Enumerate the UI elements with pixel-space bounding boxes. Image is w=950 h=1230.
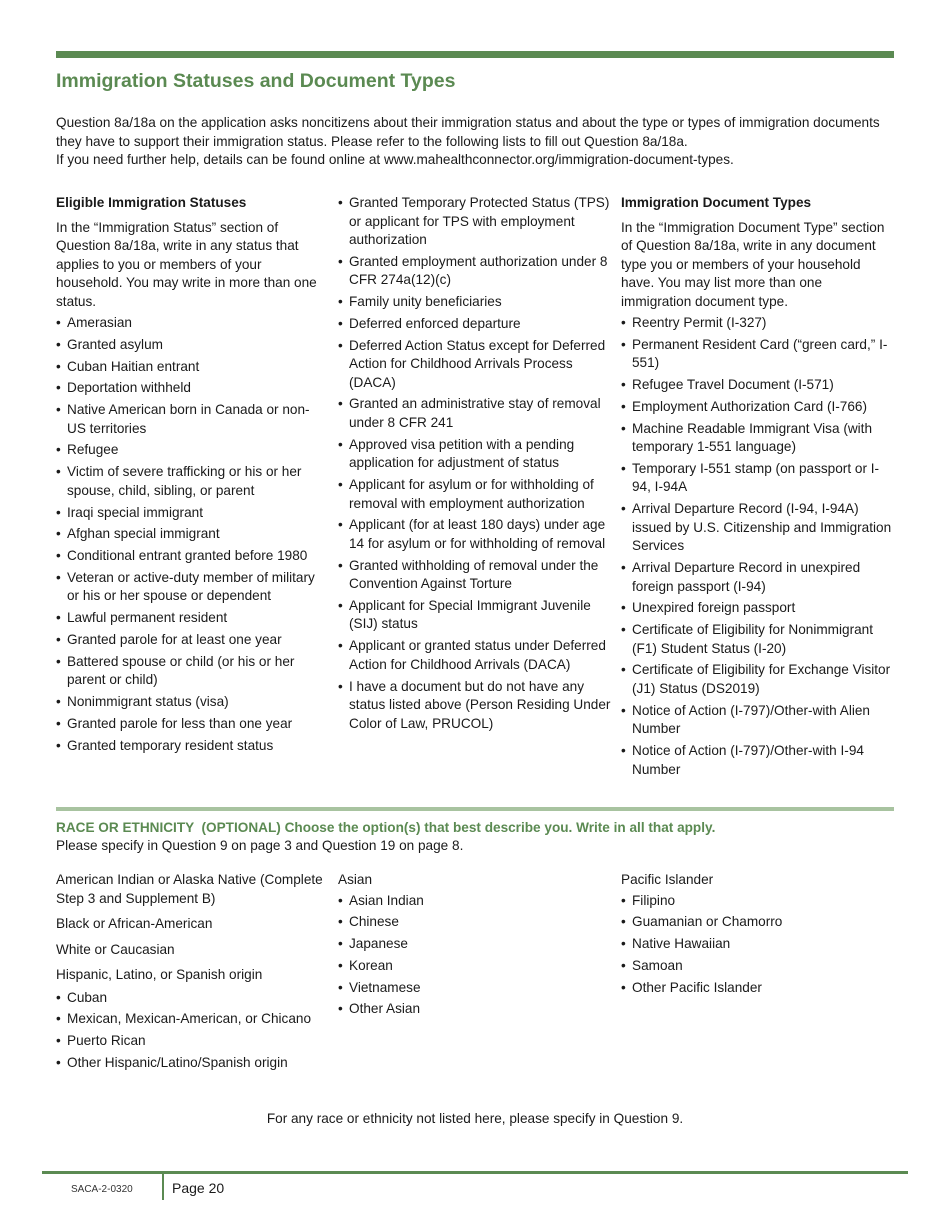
race-list-item: • Filipino [621, 892, 891, 911]
document-list-item: • Notice of Action (I-797)/Other-with Alien Number [621, 702, 896, 739]
race-option: Black or African-American [56, 916, 213, 931]
status-list-item: • Granted withholding of removal under the Convention Against Torture [338, 557, 616, 594]
hispanic-origin-list [56, 989, 336, 1073]
race-list-item: • Other Pacific Islander [621, 979, 891, 998]
page-number: Page 20 [172, 1180, 225, 1196]
race-footnote: For any race or ethnicity not listed here, please specify in Question 9. [266, 1111, 684, 1126]
status-list-item: • Granted asylum [56, 336, 326, 355]
race-list-item: • Samoan [621, 957, 891, 976]
race-list-item: • Puerto Rican [56, 1032, 336, 1051]
status-list-item: • Granted an administrative stay of removal under 8 CFR 241 [338, 395, 616, 432]
race-list-item: • Asian Indian [338, 892, 608, 911]
document-list-item: • Permanent Resident Card (“green card,” I-551) [621, 336, 896, 373]
race-option: White or Caucasian [56, 941, 175, 957]
status-list-item: • Granted parole for at least one year [56, 631, 326, 650]
race-column-asian [338, 871, 608, 1022]
status-list-item: • Veteran or active-duty member of military or his or her spouse or dependent [56, 569, 326, 606]
document-list-item: • Arrival Departure Record (I-94, I-94A) issued by U.S. Citizenship and Immigration Services [621, 500, 896, 556]
status-list-item: • Battered spouse or child (or his or her parent or child) [56, 653, 326, 690]
race-option: American Indian or Alaska Native (Complete Step 3 and Supplement B) [56, 872, 323, 906]
form-id: SACA-2-0320 [71, 1184, 133, 1195]
document-list-item: • Employment Authorization Card (I-766) [621, 398, 896, 417]
document-types-instructions: In the “Immigration Document Type” section of Question 8a/18a, write in any document type you or members of your household have. You may list more than one immigration document type. [621, 219, 885, 309]
race-list-item: • Other Asian [338, 1000, 608, 1019]
status-list-item: • Granted employment authorization under 8 CFR 274a(12)(c) [338, 253, 616, 290]
eligible-statuses-list [56, 314, 326, 755]
race-section-heading: RACE OR ETHNICITY (OPTIONAL) Choose the option(s) that best describe you. Write in all that apply. [56, 820, 716, 835]
status-list-item: • Conditional entrant granted before 1980 [56, 547, 326, 566]
eligible-statuses-column-2 [338, 194, 616, 736]
footer-divider [42, 1171, 908, 1174]
intro-text [56, 114, 894, 170]
status-list-item: • Victim of severe trafficking or his or her spouse, child, sibling, or parent [56, 463, 326, 500]
race-list-item: • Korean [338, 957, 608, 976]
race-list-item: • Cuban [56, 989, 336, 1008]
status-list-item: • Refugee [56, 441, 326, 460]
race-list-item: • Guamanian or Chamorro [621, 913, 891, 932]
race-option: Hispanic, Latino, or Spanish origin [56, 967, 263, 982]
status-list-item: • Granted Temporary Protected Status (TPS) or applicant for TPS with employment authorization [338, 194, 616, 250]
document-list-item: • Temporary I-551 stamp (on passport or I-94, I-94A [621, 460, 896, 497]
document-list-item: • Arrival Departure Record in unexpired foreign passport (I-94) [621, 559, 896, 596]
status-list-item: • Iraqi special immigrant [56, 504, 326, 523]
race-list-item: • Vietnamese [338, 979, 608, 998]
race-column-1 [56, 871, 336, 1076]
document-list-item: • Machine Readable Immigrant Visa (with temporary 1-551 language) [621, 420, 896, 457]
document-list-item: • Unexpired foreign passport [621, 599, 896, 618]
status-list-item: • Cuban Haitian entrant [56, 358, 326, 377]
document-types-list [621, 314, 896, 779]
document-list-item: • Certificate of Eligibility for Exchange Visitor (J1) Status (DS2019) [621, 661, 896, 698]
race-list-item: • Other Hispanic/Latino/Spanish origin [56, 1054, 336, 1073]
status-list-item: • Applicant (for at least 180 days) under age 14 for asylum or for withholding of removal [338, 516, 616, 553]
status-list-item: • Deferred enforced departure [338, 315, 616, 334]
pacific-islander-label: Pacific Islander [621, 872, 714, 887]
status-list-item: • Granted temporary resident status [56, 737, 326, 756]
race-list-item: • Japanese [338, 935, 608, 954]
asian-list [338, 892, 608, 1019]
eligible-statuses-list-continued [338, 194, 616, 733]
status-list-item: • Applicant for asylum or for withholding of removal with employment authorization [338, 476, 616, 513]
race-list-item: • Chinese [338, 913, 608, 932]
status-list-item: • Lawful permanent resident [56, 609, 326, 628]
race-list-item: • Native Hawaiian [621, 935, 891, 954]
status-list-item: • Applicant for Special Immigrant Juvenile (SIJ) status [338, 597, 616, 634]
page-title: Immigration Statuses and Document Types [56, 70, 456, 92]
pacific-islander-list [621, 892, 891, 998]
eligible-statuses-column-1 [56, 194, 326, 759]
intro-paragraph: Question 8a/18a on the application asks noncitizens about their immigration status and about the type or types of immigration documents they have to support their immigration status. Please refer to the following lists to fill out Question 8a/18a. [56, 115, 880, 149]
document-types-column [621, 194, 896, 782]
eligible-statuses-instructions: In the “Immigration Status” section of Question 8a/18a, write in any status that applies to you or members of your household. You may write in more than one status. [56, 219, 317, 309]
document-list-item: • Notice of Action (I-797)/Other-with I-94 Number [621, 742, 896, 779]
status-list-item: • Granted parole for less than one year [56, 715, 326, 734]
status-list-item: • Family unity beneficiaries [338, 293, 616, 312]
status-list-item: • Nonimmigrant status (visa) [56, 693, 326, 712]
status-list-item: • Native American born in Canada or non-US territories [56, 401, 326, 438]
intro-help-line: If you need further help, details can be found online at www.mahealthconnector.org/immigration-document-types. [56, 152, 734, 167]
status-list-item: • Approved visa petition with a pending application for adjustment of status [338, 436, 616, 473]
race-column-pacific [621, 871, 891, 1000]
race-list-item: • Mexican, Mexican-American, or Chicano [56, 1010, 336, 1029]
race-section-subheading: Please specify in Question 9 on page 3 and Question 19 on page 8. [56, 838, 464, 853]
status-list-item: • Amerasian [56, 314, 326, 333]
asian-label: Asian [338, 872, 373, 887]
document-list-item: • Certificate of Eligibility for Nonimmigrant (F1) Student Status (I-20) [621, 621, 896, 658]
race-section-divider [56, 807, 894, 811]
document-list-item: • Reentry Permit (I-327) [621, 314, 896, 333]
footer-vertical-divider [162, 1174, 164, 1200]
status-list-item: • I have a document but do not have any status listed above (Person Residing Under Color of Law, PRUCOL) [338, 678, 616, 734]
status-list-item: • Deferred Action Status except for Deferred Action for Childhood Arrivals Process (DACA) [338, 337, 616, 393]
status-list-item: • Deportation withheld [56, 379, 326, 398]
document-types-heading: Immigration Document Types [621, 195, 812, 210]
top-divider [56, 51, 894, 58]
eligible-statuses-heading: Eligible Immigration Statuses [56, 195, 247, 210]
status-list-item: • Afghan special immigrant [56, 525, 326, 544]
status-list-item: • Applicant or granted status under Deferred Action for Childhood Arrivals (DACA) [338, 637, 616, 674]
document-list-item: • Refugee Travel Document (I-571) [621, 376, 896, 395]
